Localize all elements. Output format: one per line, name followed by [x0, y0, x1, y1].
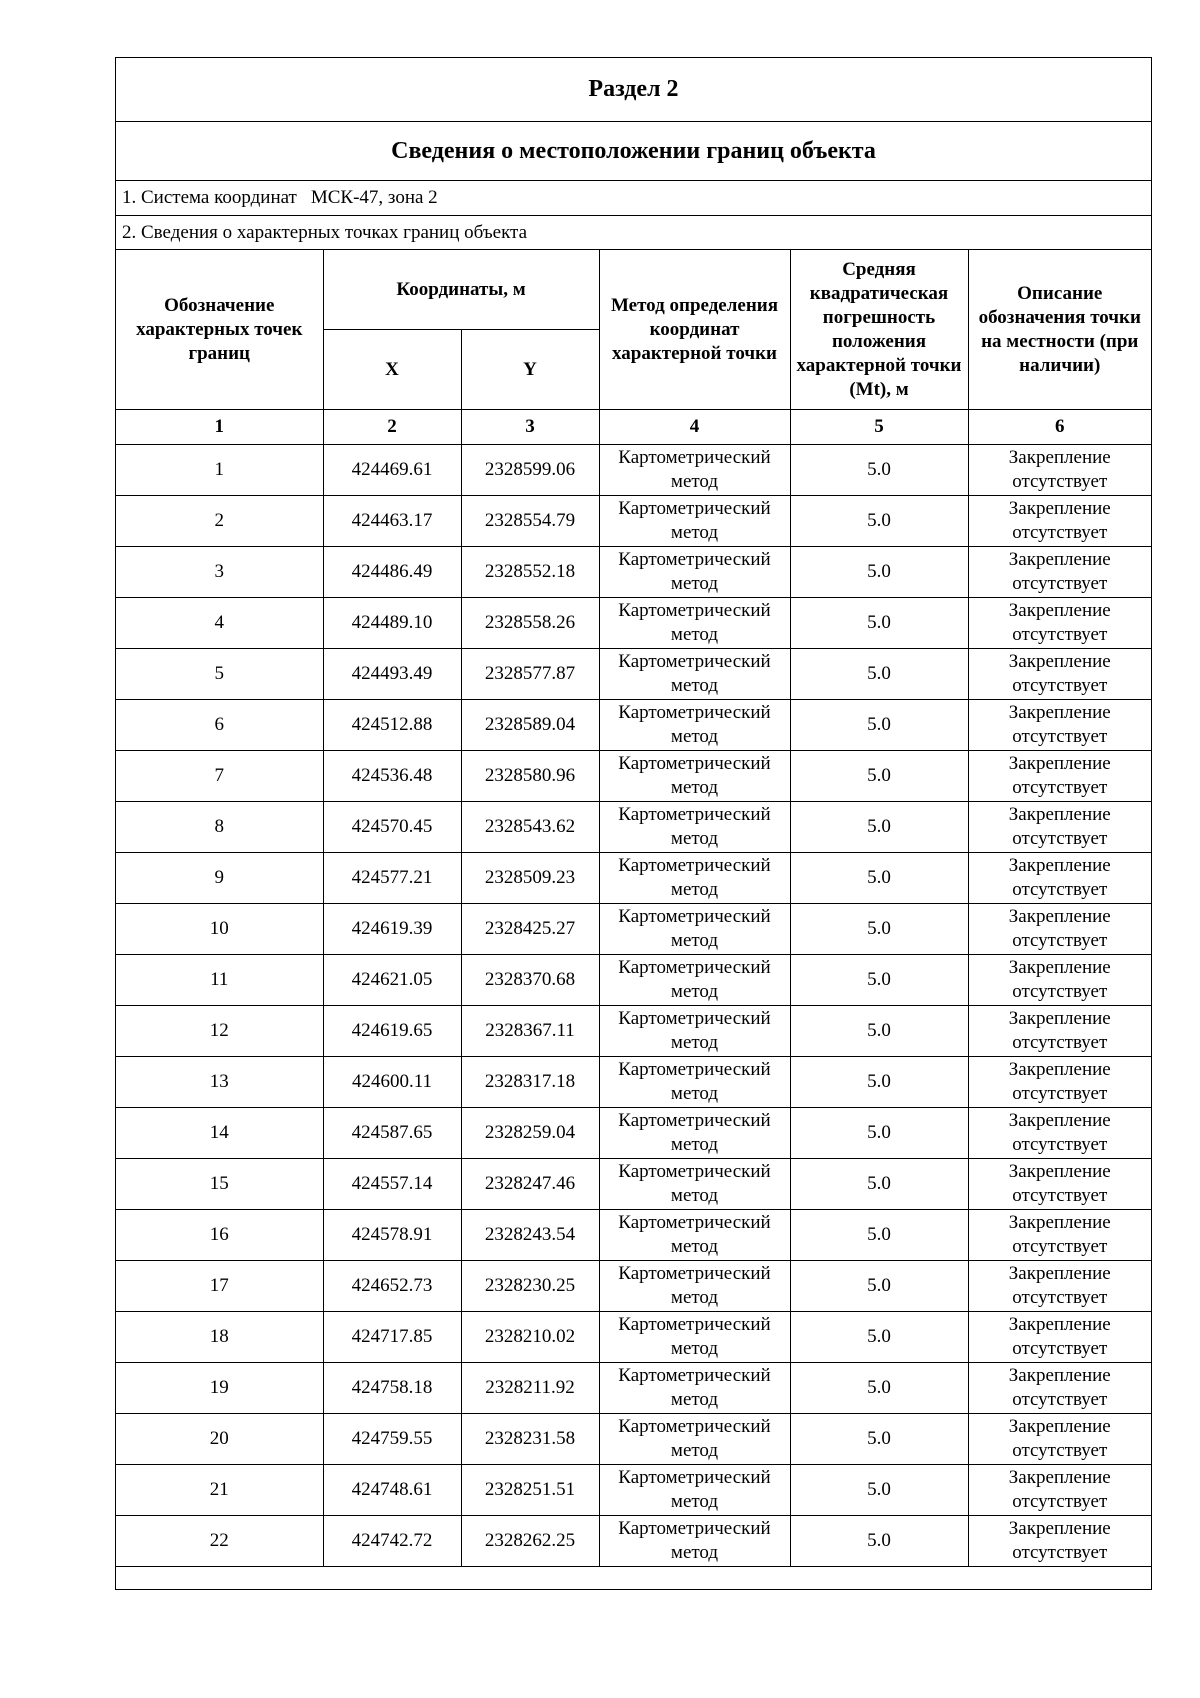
coord-x: 424600.11 [323, 1057, 461, 1108]
header-method: Метод определения координат характерной точки [599, 250, 790, 410]
table-row [116, 445, 1151, 496]
mt-value: 5.0 [790, 1312, 968, 1363]
desc-line2: отсутствует [1012, 1491, 1108, 1512]
method-cell [599, 598, 790, 649]
method-line1: Картометрический [618, 1059, 771, 1080]
table-row [116, 853, 1151, 904]
desc-line1: Закрепление [1008, 1263, 1111, 1284]
desc-line2: отсутствует [1012, 1032, 1108, 1053]
desc-cell [968, 1261, 1151, 1312]
coord-y: 2328210.02 [461, 1312, 599, 1363]
method-cell [599, 700, 790, 751]
mt-value: 5.0 [790, 649, 968, 700]
desc-cell [968, 496, 1151, 547]
desc-line2: отсутствует [1012, 675, 1108, 696]
coord-y: 2328554.79 [461, 496, 599, 547]
coord-x: 424577.21 [323, 853, 461, 904]
mt-value: 5.0 [790, 904, 968, 955]
mt-value: 5.0 [790, 547, 968, 598]
mt-value: 5.0 [790, 955, 968, 1006]
mt-value: 5.0 [790, 1363, 968, 1414]
desc-line1: Закрепление [1008, 498, 1111, 519]
point-number: 14 [116, 1108, 323, 1159]
coord-y: 2328231.58 [461, 1414, 599, 1465]
desc-line2: отсутствует [1012, 1083, 1108, 1104]
table-row [116, 598, 1151, 649]
method-line2: метод [670, 1338, 719, 1359]
mt-value: 5.0 [790, 700, 968, 751]
method-cell [599, 1312, 790, 1363]
desc-cell [968, 1108, 1151, 1159]
mt-value: 5.0 [790, 496, 968, 547]
method-line1: Картометрический [618, 702, 771, 723]
point-number: 10 [116, 904, 323, 955]
coord-x: 424536.48 [323, 751, 461, 802]
desc-cell [968, 955, 1151, 1006]
desc-cell [968, 1312, 1151, 1363]
point-number: 12 [116, 1006, 323, 1057]
coord-y: 2328367.11 [461, 1006, 599, 1057]
desc-line2: отсутствует [1012, 1440, 1108, 1461]
method-line2: метод [670, 1389, 719, 1410]
desc-cell [968, 1516, 1151, 1567]
method-cell [599, 802, 790, 853]
method-line1: Картометрический [618, 498, 771, 519]
point-number: 19 [116, 1363, 323, 1414]
desc-cell [968, 1465, 1151, 1516]
table-row [116, 1312, 1151, 1363]
point-number: 2 [116, 496, 323, 547]
coord-x: 424512.88 [323, 700, 461, 751]
method-line2: метод [670, 981, 719, 1002]
table-row [116, 1006, 1151, 1057]
method-line1: Картометрический [618, 1365, 771, 1386]
coord-x: 424463.17 [323, 496, 461, 547]
coord-x: 424557.14 [323, 1159, 461, 1210]
mt-value: 5.0 [790, 853, 968, 904]
coord-y: 2328247.46 [461, 1159, 599, 1210]
method-line1: Картометрический [618, 753, 771, 774]
desc-cell [968, 751, 1151, 802]
method-line2: метод [670, 1032, 719, 1053]
method-line2: метод [670, 1440, 719, 1461]
desc-line1: Закрепление [1008, 855, 1111, 876]
method-cell [599, 1261, 790, 1312]
method-line2: метод [670, 1083, 719, 1104]
method-line2: метод [670, 930, 719, 951]
coord-y: 2328211.92 [461, 1363, 599, 1414]
coord-y: 2328230.25 [461, 1261, 599, 1312]
point-number: 9 [116, 853, 323, 904]
method-line2: метод [670, 726, 719, 747]
coord-y: 2328317.18 [461, 1057, 599, 1108]
coord-x: 424619.65 [323, 1006, 461, 1057]
coord-y: 2328370.68 [461, 955, 599, 1006]
desc-cell [968, 700, 1151, 751]
point-number: 6 [116, 700, 323, 751]
mt-value: 5.0 [790, 1414, 968, 1465]
method-cell [599, 1516, 790, 1567]
mt-value: 5.0 [790, 1261, 968, 1312]
method-line1: Картометрический [618, 549, 771, 570]
table-row [116, 751, 1151, 802]
table-row [116, 649, 1151, 700]
mt-value: 5.0 [790, 1159, 968, 1210]
mt-value: 5.0 [790, 1057, 968, 1108]
coord-y: 2328580.96 [461, 751, 599, 802]
table-row [116, 1363, 1151, 1414]
method-line1: Картометрический [618, 1467, 771, 1488]
coord-system-value: МСК-47, зона 2 [310, 187, 438, 208]
table-row [116, 1261, 1151, 1312]
desc-cell [968, 1159, 1151, 1210]
col-number: 6 [968, 410, 1151, 445]
coord-y: 2328425.27 [461, 904, 599, 955]
table-row [116, 955, 1151, 1006]
method-cell [599, 649, 790, 700]
method-cell [599, 853, 790, 904]
table-row [116, 1210, 1151, 1261]
desc-line2: отсутствует [1012, 879, 1108, 900]
desc-cell [968, 598, 1151, 649]
desc-line2: отсутствует [1012, 522, 1108, 543]
coord-y: 2328552.18 [461, 547, 599, 598]
table-footer-row [116, 1567, 1151, 1589]
method-line2: метод [670, 828, 719, 849]
desc-line2: отсутствует [1012, 471, 1108, 492]
desc-line1: Закрепление [1008, 804, 1111, 825]
method-cell [599, 445, 790, 496]
method-line2: метод [670, 879, 719, 900]
desc-line2: отсутствует [1012, 1542, 1108, 1563]
table-row [116, 1414, 1151, 1465]
point-number: 13 [116, 1057, 323, 1108]
method-line2: метод [670, 1236, 719, 1257]
method-line1: Картометрический [618, 1110, 771, 1131]
method-cell [599, 904, 790, 955]
coord-x: 424759.55 [323, 1414, 461, 1465]
point-number: 3 [116, 547, 323, 598]
method-cell [599, 1159, 790, 1210]
col-number: 2 [323, 410, 461, 445]
desc-line2: отсутствует [1012, 1236, 1108, 1257]
method-cell [599, 1465, 790, 1516]
table-row [116, 904, 1151, 955]
table-row [116, 547, 1151, 598]
desc-line2: отсутствует [1012, 1287, 1108, 1308]
point-number: 17 [116, 1261, 323, 1312]
desc-line1: Закрепление [1008, 1314, 1111, 1335]
method-cell [599, 1210, 790, 1261]
desc-line1: Закрепление [1008, 549, 1111, 570]
mt-value: 5.0 [790, 751, 968, 802]
point-number: 7 [116, 751, 323, 802]
desc-cell [968, 445, 1151, 496]
desc-line2: отсутствует [1012, 981, 1108, 1002]
desc-line1: Закрепление [1008, 1110, 1111, 1131]
method-line1: Картометрический [618, 1416, 771, 1437]
coord-y: 2328251.51 [461, 1465, 599, 1516]
desc-line1: Закрепление [1008, 1467, 1111, 1488]
coord-x: 424570.45 [323, 802, 461, 853]
mt-value: 5.0 [790, 1108, 968, 1159]
coord-x: 424748.61 [323, 1465, 461, 1516]
table-row [116, 802, 1151, 853]
desc-line1: Закрепление [1008, 1365, 1111, 1386]
method-cell [599, 1108, 790, 1159]
desc-cell [968, 1210, 1151, 1261]
method-line1: Картометрический [618, 600, 771, 621]
method-line2: метод [670, 1185, 719, 1206]
mt-value: 5.0 [790, 598, 968, 649]
point-number: 22 [116, 1516, 323, 1567]
method-line1: Картометрический [618, 906, 771, 927]
method-line1: Картометрический [618, 855, 771, 876]
coord-system-label: 1. Система координат [122, 187, 297, 208]
table-row [116, 1516, 1151, 1567]
method-line2: метод [670, 522, 719, 543]
point-number: 1 [116, 445, 323, 496]
method-cell [599, 1057, 790, 1108]
method-cell [599, 955, 790, 1006]
desc-line1: Закрепление [1008, 957, 1111, 978]
coord-x: 424469.61 [323, 445, 461, 496]
mt-value: 5.0 [790, 445, 968, 496]
desc-cell [968, 1057, 1151, 1108]
method-cell [599, 751, 790, 802]
desc-line1: Закрепление [1008, 1161, 1111, 1182]
section-title: Раздел 2 [116, 58, 1151, 122]
method-line2: метод [670, 1134, 719, 1155]
mt-value: 5.0 [790, 1516, 968, 1567]
coord-x: 424652.73 [323, 1261, 461, 1312]
desc-line1: Закрепление [1008, 1212, 1111, 1233]
method-line1: Картометрический [618, 957, 771, 978]
table-row [116, 1108, 1151, 1159]
method-line2: метод [670, 777, 719, 798]
coord-y: 2328243.54 [461, 1210, 599, 1261]
coord-y: 2328259.04 [461, 1108, 599, 1159]
desc-line2: отсутствует [1012, 777, 1108, 798]
mt-value: 5.0 [790, 1006, 968, 1057]
desc-cell [968, 802, 1151, 853]
header-x: X [323, 330, 461, 410]
coord-x: 424742.72 [323, 1516, 461, 1567]
method-line1: Картометрический [618, 804, 771, 825]
desc-line2: отсутствует [1012, 1389, 1108, 1410]
points-table-body [116, 445, 1151, 1567]
method-cell [599, 1006, 790, 1057]
method-line2: метод [670, 1491, 719, 1512]
desc-line1: Закрепление [1008, 447, 1111, 468]
table-row [116, 700, 1151, 751]
desc-cell [968, 547, 1151, 598]
coord-x: 424758.18 [323, 1363, 461, 1414]
method-cell [599, 547, 790, 598]
desc-line2: отсутствует [1012, 1338, 1108, 1359]
point-number: 5 [116, 649, 323, 700]
coord-y: 2328543.62 [461, 802, 599, 853]
header-coords: Координаты, м [323, 250, 599, 330]
mt-value: 5.0 [790, 1210, 968, 1261]
method-line1: Картометрический [618, 1008, 771, 1029]
col-number: 3 [461, 410, 599, 445]
desc-cell [968, 1414, 1151, 1465]
coord-y: 2328589.04 [461, 700, 599, 751]
method-line2: метод [670, 471, 719, 492]
coord-x: 424621.05 [323, 955, 461, 1006]
desc-line1: Закрепление [1008, 651, 1111, 672]
point-number: 21 [116, 1465, 323, 1516]
coord-system-row [116, 181, 1151, 216]
document-frame [115, 57, 1152, 1590]
method-line2: метод [670, 624, 719, 645]
desc-line2: отсутствует [1012, 1134, 1108, 1155]
method-line2: метод [670, 573, 719, 594]
desc-line2: отсутствует [1012, 828, 1108, 849]
method-line1: Картометрический [618, 1314, 771, 1335]
method-line1: Картометрический [618, 1263, 771, 1284]
method-line1: Картометрический [618, 447, 771, 468]
desc-cell [968, 904, 1151, 955]
coord-x: 424578.91 [323, 1210, 461, 1261]
coord-y: 2328599.06 [461, 445, 599, 496]
desc-line1: Закрепление [1008, 702, 1111, 723]
header-y: Y [461, 330, 599, 410]
method-line1: Картометрический [618, 1518, 771, 1539]
desc-line1: Закрепление [1008, 1416, 1111, 1437]
point-number: 20 [116, 1414, 323, 1465]
header-point: Обозначение характерных точек границ [116, 250, 323, 410]
point-number: 18 [116, 1312, 323, 1363]
method-line2: метод [670, 1542, 719, 1563]
mt-value: 5.0 [790, 802, 968, 853]
point-number: 11 [116, 955, 323, 1006]
coord-x: 424587.65 [323, 1108, 461, 1159]
coord-y: 2328509.23 [461, 853, 599, 904]
table-row [116, 1465, 1151, 1516]
header-error: Средняя квадратическая погрешность положения характерной точки (Mt), м [790, 250, 968, 410]
table-row [116, 496, 1151, 547]
table-row [116, 1159, 1151, 1210]
method-cell [599, 496, 790, 547]
desc-cell [968, 649, 1151, 700]
desc-line2: отсутствует [1012, 726, 1108, 747]
desc-line1: Закрепление [1008, 1008, 1111, 1029]
desc-line2: отсутствует [1012, 1185, 1108, 1206]
method-line1: Картометрический [618, 1212, 771, 1233]
desc-cell [968, 1006, 1151, 1057]
point-number: 16 [116, 1210, 323, 1261]
table-row [116, 1057, 1151, 1108]
point-number: 15 [116, 1159, 323, 1210]
coord-x: 424493.49 [323, 649, 461, 700]
coord-x: 424717.85 [323, 1312, 461, 1363]
col-number: 1 [116, 410, 323, 445]
col-number: 5 [790, 410, 968, 445]
method-cell [599, 1363, 790, 1414]
desc-line2: отсутствует [1012, 930, 1108, 951]
header-desc: Описание обозначения точки на местности (при наличии) [968, 250, 1151, 410]
desc-line1: Закрепление [1008, 1518, 1111, 1539]
coord-y: 2328577.87 [461, 649, 599, 700]
desc-line1: Закрепление [1008, 906, 1111, 927]
method-line1: Картометрический [618, 1161, 771, 1182]
coord-x: 424619.39 [323, 904, 461, 955]
desc-line2: отсутствует [1012, 624, 1108, 645]
method-line2: метод [670, 1287, 719, 1308]
desc-line1: Закрепление [1008, 753, 1111, 774]
col-number: 4 [599, 410, 790, 445]
coord-y: 2328262.25 [461, 1516, 599, 1567]
desc-cell [968, 1363, 1151, 1414]
points-table [116, 250, 1151, 1567]
method-line2: метод [670, 675, 719, 696]
desc-line2: отсутствует [1012, 573, 1108, 594]
points-heading: 2. Сведения о характерных точках границ объекта [116, 216, 1151, 250]
point-number: 4 [116, 598, 323, 649]
point-number: 8 [116, 802, 323, 853]
desc-cell [968, 853, 1151, 904]
method-cell [599, 1414, 790, 1465]
coord-x: 424489.10 [323, 598, 461, 649]
section-subtitle: Сведения о местоположении границ объекта [116, 122, 1151, 181]
desc-line1: Закрепление [1008, 1059, 1111, 1080]
coord-y: 2328558.26 [461, 598, 599, 649]
coord-x: 424486.49 [323, 547, 461, 598]
mt-value: 5.0 [790, 1465, 968, 1516]
method-line1: Картометрический [618, 651, 771, 672]
desc-line1: Закрепление [1008, 600, 1111, 621]
